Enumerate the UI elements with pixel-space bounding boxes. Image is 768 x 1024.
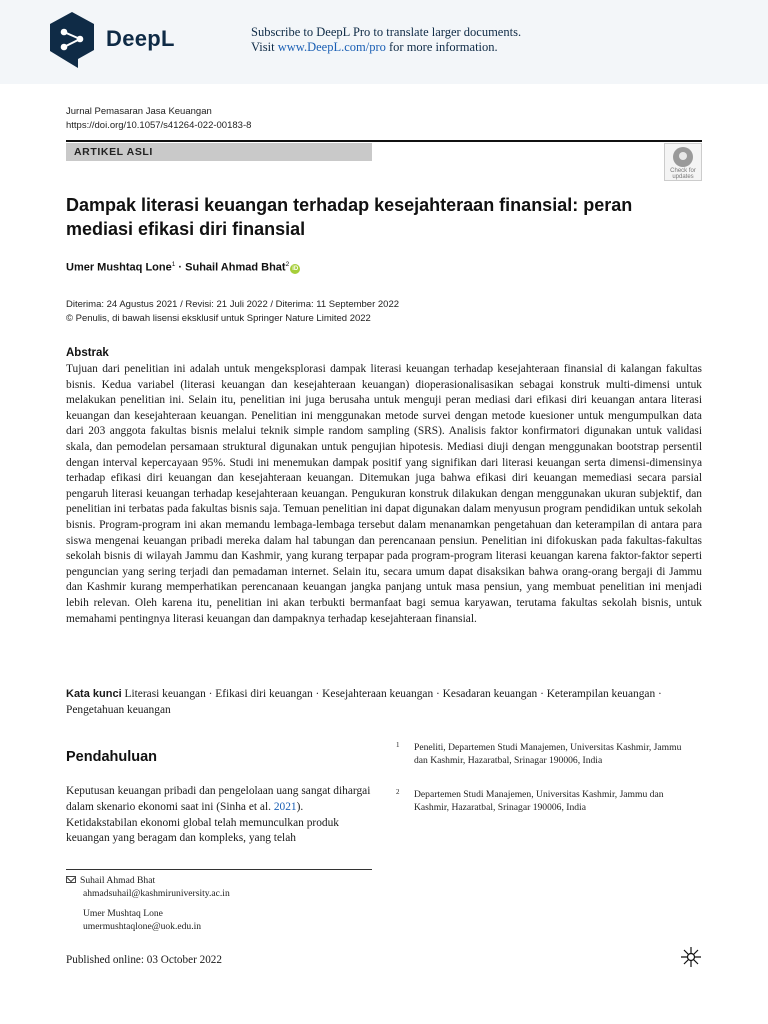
keywords-list: Literasi keuangan · Efikasi diri keuangan · Kesejahteraan keuangan · Kesadaran keuangan · Keterampilan keuangan · Pengetahuan keuangan	[66, 688, 662, 716]
check-updates-label: Check for updates	[670, 168, 696, 180]
deepl-promo	[251, 25, 521, 55]
correspondence-author-1	[66, 875, 230, 888]
orcid-icon[interactable]: iD	[292, 265, 299, 272]
affiliation-2-number: 2	[396, 788, 400, 796]
citation-link[interactable]: 2021	[273, 800, 297, 813]
affiliation-2	[396, 788, 696, 814]
check-updates-icon	[673, 147, 693, 167]
promo-visit: Visit	[251, 40, 275, 54]
corr-email-1[interactable]: ahmadsuhail@kashmiruniversity.ac.in	[83, 887, 230, 899]
corr-name-1: Suhail Ahmad Bhat	[80, 875, 156, 886]
promo-line-2	[251, 40, 521, 55]
deepl-logo-text: DeepL	[106, 26, 175, 51]
doi-link[interactable]: https://doi.org/10.1057/s41264-022-00183-8	[66, 120, 252, 131]
check-for-updates-button[interactable]	[664, 143, 702, 181]
corr-name-2: Umer Mushtaq Lone	[83, 908, 163, 919]
author-separator: ·	[175, 261, 186, 274]
dates-line: Diterima: 24 Agustus 2021 / Revisi: 21 Juli 2022 / Diterima: 11 September 2022	[66, 299, 400, 310]
article-title: Dampak literasi keuangan terhadap kesejahteraan finansial: peran mediasi efikasi diri finansial	[66, 195, 633, 239]
article-type-label: ARTIKEL ASLI	[66, 143, 372, 161]
section-heading-introduction: Pendahuluan	[66, 749, 158, 765]
author-1[interactable]: Umer Mushtaq Lone	[66, 261, 172, 274]
introduction-text	[66, 784, 374, 847]
journal-name: Jurnal Pemasaran Jasa Keuangan	[66, 106, 212, 117]
corr-email-2[interactable]: umermushtaqlone@uok.edu.in	[83, 920, 202, 932]
envelope-icon	[66, 876, 76, 883]
author-2-affil: 2	[285, 261, 290, 268]
publisher-logo-icon	[680, 946, 702, 968]
article-dates	[66, 298, 399, 326]
journal-info	[66, 105, 251, 133]
correspondence-rule	[66, 869, 372, 870]
correspondence-block	[66, 875, 230, 933]
affiliation-1-text: Peneliti, Departemen Studi Manajemen, Universitas Kashmir, Jammu dan Kashmir, Hazaratbal, Srinagar 190006, India	[414, 742, 682, 766]
author-1-affil: 1	[171, 261, 176, 268]
abstract-text: Tujuan dari penelitian ini adalah untuk mengeksplorasi dampak literasi keuangan terhadap kesejahteraan finansial di kalangan fakultas bisnis. Kedua variabel (literasi keuangan dan kesejahteraan keuangan) dioperasionalisasikan sebagai konstruk multi-dimensi untuk melakukan penelitian ini. Selain itu, penelitian ini juga berusaha untuk menguji peran mediasi dari efikasi diri keuangan antara literasi keuangan dan kesejahteraan keuangan. Penelitian ini menggunakan metode survei dengan metode kuesioner untuk mengumpulkan data dari 203 anggota fakultas bisnis melalui teknik simple random sampling (SRS). Analisis faktor konfirmatori digunakan untuk validasi skala, dan pemodelan persamaan struktural digunakan untuk pengujian hipotesis. Mediasi diuji dengan menggunakan bootstrap persentil dengan interval kepercayaan 95%. Studi ini menemukan dampak positif yang signifikan dari literasi keuangan serta dimensi-dimensinya terhadap efikasi diri keuangan dan kesejahteraan keuangan. Ditemukan juga bahwa efikasi diri keuangan memediasi secara parsial pengaruh literasi keuangan terhadap kesejahteraan keuangan. Pengukuran konstruk dilakukan dengan menggunakan ukuran subjektif, dan penelitian ini terbatas pada fakultas bisnis saja. Temuan penelitian ini dapat digunakan dalam menyusun program pendidikan untuk sekolah bisnis. Program-program ini akan memandu lembaga-lembaga tersebut dalam menanamkan pengetahuan dan keterampilan di antara para siswa mengenai keuangan pribadi mereka dalam hal tabungan dan perencanaan pensiun. Penelitian ini difokuskan pada fakultas-fakultas sekolah bisnis di wilayah Jammu dan Kashmir, yang kurang terpapar pada program-program literasi keuangan karena faktor-faktor seperti penguncian yang sering terjadi dan pemadaman internet. Selain itu, secara umum dapat disaksikan bahwa orang-orang bergaji di Jammu dan Kashmir kurang memperhatikan perencanaan keuangan jangka panjang untuk masa pensiun, yang membuat penelitian ini menjadi lebih relevan. Oleh karena itu, penelitian ini akan terbukti bermanfaat bagi semua karyawan, terutama fakultas sekolah bisnis, untuk memahami pentingnya literasi keuangan dan dampaknya terhadap kesejahteraan finansial.	[66, 363, 702, 625]
promo-tail: for more information.	[389, 40, 498, 54]
affiliation-1-number: 1	[396, 741, 400, 749]
license-line: © Penulis, di bawah lisensi eksklusif untuk Springer Nature Limited 2022	[66, 313, 371, 324]
affiliation-2-text: Departemen Studi Manajemen, Universitas Kashmir, Jammu dan Kashmir, Hazaratbal, Srinagar 190006, India	[414, 789, 664, 813]
affiliation-1	[396, 741, 696, 767]
intro-text-after: ). Ketidakstabilan ekonomi global telah memunculkan produk keuangan yang beragam dan kompleks, yang telah	[66, 800, 339, 845]
author-list	[66, 261, 300, 274]
published-online: Published online: 03 October 2022	[66, 954, 222, 966]
keywords	[66, 687, 702, 718]
deepl-banner	[0, 0, 768, 84]
deepl-logo-icon	[46, 10, 98, 70]
abstract-heading: Abstrak	[66, 347, 109, 359]
intro-text-before: Keputusan keuangan pribadi dan pengelolaan uang sangat dihargai dalam skenario ekonomi saat ini (Sinha et al.	[66, 785, 371, 813]
promo-line-1: Subscribe to DeepL Pro to translate larger documents.	[251, 25, 522, 39]
corr-spacer	[66, 900, 230, 908]
header-rule	[66, 140, 702, 142]
author-2[interactable]: Suhail Ahmad Bhat	[185, 261, 286, 274]
keywords-label: Kata kunci	[66, 688, 122, 700]
deepl-pro-link[interactable]: www.DeepL.com/pro	[277, 40, 386, 54]
